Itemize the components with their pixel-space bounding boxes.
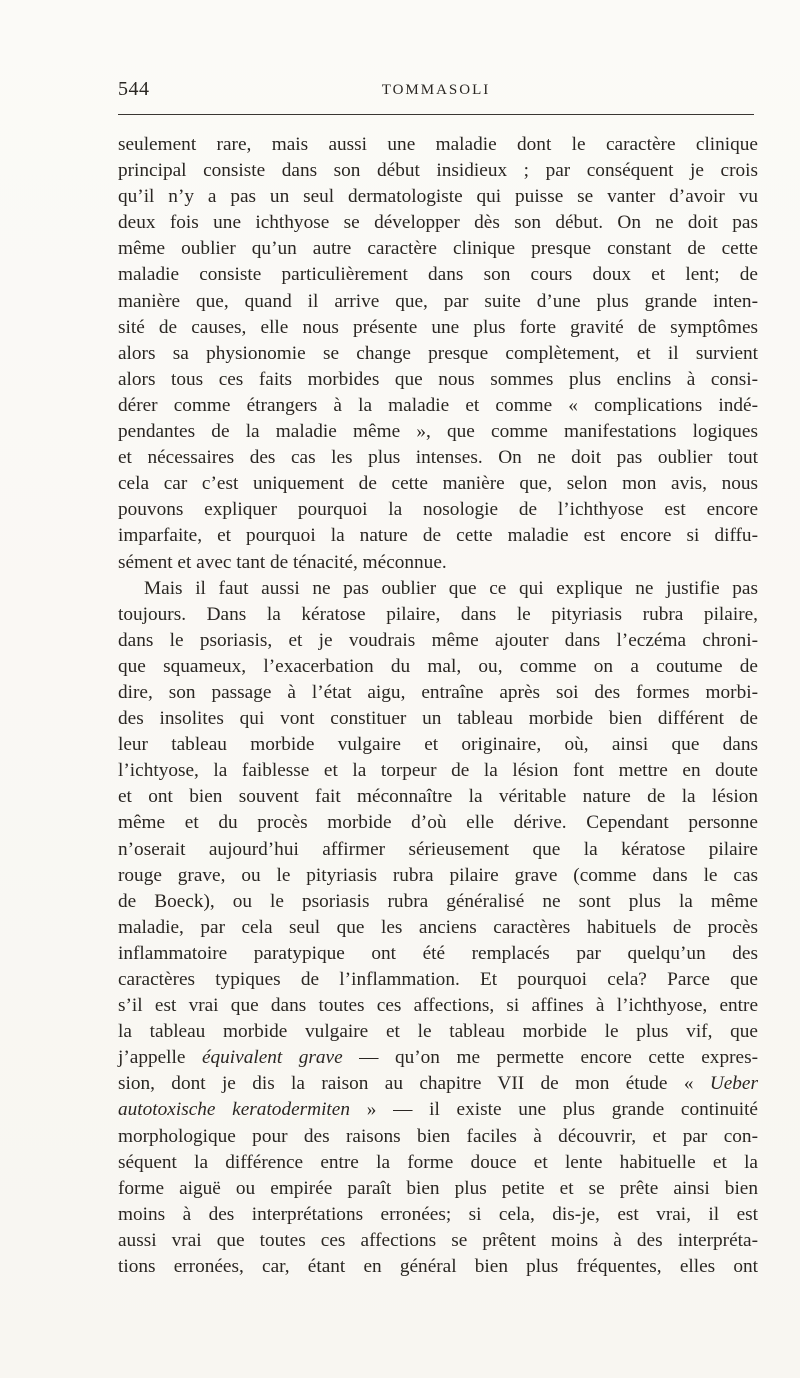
running-head: TOMMASOLI bbox=[381, 82, 491, 98]
text-line: et ont bien souvent fait méconnaître la véritable nature de la lésion bbox=[118, 786, 758, 808]
text-line: alors tous ces faits morbides que nous sommes plus enclins à consi- bbox=[118, 368, 758, 390]
text-line: moins à des interprétations erronées; si cela, dis-je, est vrai, il est bbox=[118, 1203, 758, 1225]
text-line: de Boeck), ou le psoriasis rubra généralisé ne sont plus la même bbox=[118, 890, 758, 912]
text-line: la tableau morbide vulgaire et le tableau morbide le plus vif, que bbox=[118, 1021, 758, 1043]
text-line: Mais il faut aussi ne pas oublier que ce qui explique ne justifie pas bbox=[144, 577, 758, 599]
text-line: forme aiguë ou empirée paraît bien plus petite et se prête ainsi bien bbox=[118, 1177, 758, 1199]
text-line: même et du procès morbide d’où elle dérive. Cependant personne bbox=[118, 812, 758, 834]
text-line: sité de causes, elle nous présente une plus forte gravité de symptômes bbox=[118, 316, 758, 338]
text-line: dans le psoriasis, et je voudrais même ajouter dans l’eczéma chroni- bbox=[118, 629, 758, 651]
text-segment: sion, dont je dis la raison au chapitre VII de mon étude « bbox=[118, 1073, 710, 1095]
body-text bbox=[118, 132, 758, 1280]
text-line: des insolites qui vont constituer un tableau morbide bien différent de bbox=[118, 708, 758, 730]
text-line: n’oserait aujourd’hui affirmer sérieusement que la kératose pilaire bbox=[118, 838, 758, 860]
text-line: et nécessaires des cas les plus intenses. On ne doit pas oublier tout bbox=[118, 447, 758, 469]
text-line: s’il est vrai que dans toutes ces affections, si affines à l’ichthyose, entre bbox=[118, 995, 758, 1017]
italic-term: autotoxische keratodermiten bbox=[118, 1099, 350, 1121]
text-line: qu’il n’y a pas un seul dermatologiste qui puisse se vanter d’avoir vu bbox=[118, 186, 758, 208]
text-line: maladie consiste particulièrement dans son cours doux et lent; de bbox=[118, 264, 758, 286]
text-line: toujours. Dans la kératose pilaire, dans le pityriasis rubra pilaire, bbox=[118, 603, 758, 625]
text-line: maladie, par cela seul que les anciens caractères habituels de procès bbox=[118, 916, 758, 938]
text-line: dérer comme étrangers à la maladie et comme « complications indé- bbox=[118, 394, 758, 416]
text-line: morphologique pour des raisons bien faciles à découvrir, et par con- bbox=[118, 1125, 758, 1147]
text-line: pouvons expliquer pourquoi la nosologie de l’ichthyose est encore bbox=[118, 499, 758, 521]
text-line: alors sa physionomie se change presque complètement, et il survient bbox=[118, 342, 758, 364]
text-line: l’ichtyose, la faiblesse et la torpeur de la lésion font mettre en doute bbox=[118, 760, 758, 782]
text-line bbox=[118, 1045, 758, 1071]
text-line: leur tableau morbide vulgaire et originaire, où, ainsi que dans bbox=[118, 734, 758, 756]
text-line: principal consiste dans son début insidieux ; par conséquent je crois bbox=[118, 160, 758, 182]
text-line: seulement rare, mais aussi une maladie dont le caractère clinique bbox=[118, 134, 758, 155]
text-line: inflammatoire paratypique ont été remplacés par quelqu’un des bbox=[118, 942, 758, 964]
text-line: tions erronées, car, étant en général bien plus fréquentes, elles ont bbox=[118, 1256, 758, 1278]
text-segment: — qu’on me permette encore cette expres- bbox=[342, 1047, 758, 1069]
text-segment: » — il existe une plus grande continuité bbox=[349, 1099, 758, 1121]
italic-term: équivalent grave bbox=[201, 1047, 343, 1069]
page-number: 544 bbox=[118, 78, 150, 100]
text-line: que squameux, l’exacerbation du mal, ou, comme on a coutume de bbox=[118, 655, 758, 677]
text-line: séquent la différence entre la forme douce et lente habituelle et la bbox=[118, 1151, 758, 1173]
text-line bbox=[118, 1071, 758, 1097]
text-line: aussi vrai que toutes ces affections se prêtent moins à des interpréta- bbox=[118, 1229, 758, 1251]
italic-term: Ueber bbox=[709, 1073, 758, 1095]
page-header bbox=[118, 72, 754, 108]
text-line: cela car c’est uniquement de cette manière que, selon mon avis, nous bbox=[118, 473, 758, 495]
text-line: imparfaite, et pourquoi la nature de cette maladie est encore si diffu- bbox=[118, 525, 758, 547]
text-line: même oublier qu’un autre caractère clinique presque constant de cette bbox=[118, 238, 758, 260]
header-rule bbox=[118, 114, 754, 115]
text-line: deux fois une ichthyose se développer dès son début. On ne doit pas bbox=[118, 212, 758, 234]
text-line: manière que, quand il arrive que, par suite d’une plus grande inten- bbox=[118, 290, 758, 312]
text-segment: j’appelle bbox=[118, 1047, 202, 1069]
text-line bbox=[118, 1097, 758, 1123]
text-line: sément et avec tant de ténacité, méconnue. bbox=[118, 551, 447, 573]
text-line: rouge grave, ou le pityriasis rubra pilaire grave (comme dans le cas bbox=[118, 864, 758, 886]
text-line: dire, son passage à l’état aigu, entraîne après soi des formes morbi- bbox=[118, 681, 758, 703]
text-line: pendantes de la maladie même », que comme manifestations logiques bbox=[118, 421, 758, 443]
text-line: caractères typiques de l’inflammation. Et pourquoi cela? Parce que bbox=[118, 969, 758, 990]
